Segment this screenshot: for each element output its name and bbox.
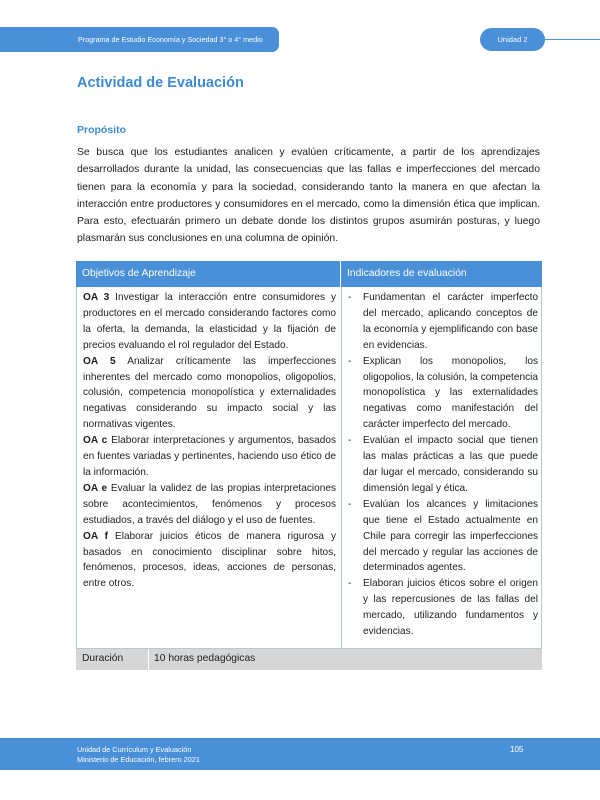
- objective-text: Elaborar juicios éticos de manera rigurosa y basados en conocimiento disciplinar sobre hitos, fenómenos, procesos, ideas, acciones de personas, entre otros.: [83, 530, 336, 590]
- purpose-heading: Propósito: [77, 124, 126, 136]
- dash-bullet: -: [348, 498, 352, 510]
- indicators-cell: [348, 290, 538, 640]
- objective-code: OA 5: [83, 355, 116, 367]
- footer-unit: Unidad de Currículum y Evaluación: [77, 745, 192, 754]
- header-banner: [0, 27, 279, 52]
- objective-code: OA f: [83, 530, 109, 542]
- indicator-text: Explican los monopolios, los oligopolios, la colusión, la competencia monopolística y las externalidades negativas como manifestación del carácter imperfecto del mercado.: [363, 355, 538, 431]
- objective-text: Investigar la interacción entre consumidores y productores en el mercado considerando factores como la oferta, la demanda, la elasticidad y la fijación de precios evaluando el rol regulador del Estado.: [83, 292, 336, 351]
- page-title: Actividad de Evaluación: [77, 75, 244, 91]
- indicator-item: [348, 433, 538, 497]
- indicator-item: [348, 290, 538, 354]
- objective-item: [83, 433, 336, 481]
- unit-divider-line: [545, 39, 600, 40]
- evaluation-table: [76, 261, 542, 670]
- indicator-item: [348, 576, 538, 640]
- indicator-item: [348, 497, 538, 577]
- program-title: Programa de Estudio Economía y Sociedad 3° o 4° medio: [78, 35, 263, 44]
- indicator-item: [348, 354, 538, 434]
- objective-text: Evaluar la validez de las propias interpretaciones sobre acontecimientos, fenómenos y procesos estudiados, a través del diálogo y el uso de fuentes.: [83, 482, 336, 526]
- duration-divider: [148, 649, 149, 670]
- objective-item: [83, 481, 336, 529]
- dash-bullet: -: [348, 578, 352, 590]
- header-divider: [340, 261, 341, 287]
- indicator-text: Evalúan los alcances y limitaciones que tiene el Estado actualmente en Chile para corregir las imperfecciones del mercado y regular las acciones de determinados agentes.: [363, 498, 538, 574]
- duration-value: 10 horas pedagógicas: [154, 653, 256, 664]
- dash-bullet: -: [348, 292, 352, 303]
- objective-item: [83, 354, 336, 434]
- duration-label: Duración: [82, 653, 124, 664]
- objective-text: Analizar críticamente las imperfecciones inherentes del mercado como monopolios, oligopolios, colusión, competencia monopolística y externalidades negativas considerando su impacto social y las normativas vigentes.: [83, 355, 337, 431]
- footer-ministry: Ministerio de Educación, febrero 2021: [77, 755, 200, 764]
- table-body: [76, 287, 542, 649]
- objective-text: Elaborar interpretaciones y argumentos, basados en fuentes variadas y pertinentes, haciendo uso ético de la información.: [83, 435, 337, 478]
- indicator-text: Fundamentan el carácter imperfecto del mercado, aplicando conceptos de la economía y ejemplificando con base en evidencias.: [363, 292, 538, 351]
- col-indicators-header: Indicadores de evaluación: [347, 268, 467, 279]
- indicator-text: Evalúan el impacto social que tienen las malas prácticas a las que puede dar lugar el mercado, considerando su dimensión legal y ética.: [363, 435, 538, 494]
- column-divider: [341, 287, 342, 648]
- purpose-text: Se busca que los estudiantes analicen y evalúen críticamente, a partir de los aprendizajes desarrollados durante la unidad, las consecuencias que las fallas e imperfecciones del mercado tienen para la economía y para la sociedad, considerando tanto la manera en que afectan la interacción entre productores y consumidores en el mercado, como la dimensión ética que implican. Para esto, efectuarán primero un debate donde los distintos grupos asumirán posturas, y luego plasmarán sus conclusiones en una columna de opinión.: [77, 147, 540, 245]
- objective-item: [83, 290, 336, 354]
- objective-code: OA c: [83, 435, 108, 447]
- dash-bullet: -: [348, 435, 352, 447]
- table-header: [76, 261, 542, 287]
- objective-code: OA 3: [83, 292, 110, 303]
- indicator-text: Elaboran juicios éticos sobre el origen y las repercusiones de las fallas del mercado, utilizando fundamentos y evidencias.: [363, 578, 538, 638]
- unit-badge: Unidad 2: [480, 28, 545, 51]
- col-objectives-header: Objetivos de Aprendizaje: [82, 268, 196, 279]
- objective-item: [83, 529, 336, 593]
- objective-code: OA e: [83, 482, 108, 494]
- footer-bar: [0, 738, 600, 770]
- dash-bullet: -: [348, 355, 352, 367]
- objectives-cell: [83, 290, 336, 592]
- duration-row: [76, 649, 542, 670]
- page-number: 105: [510, 745, 524, 754]
